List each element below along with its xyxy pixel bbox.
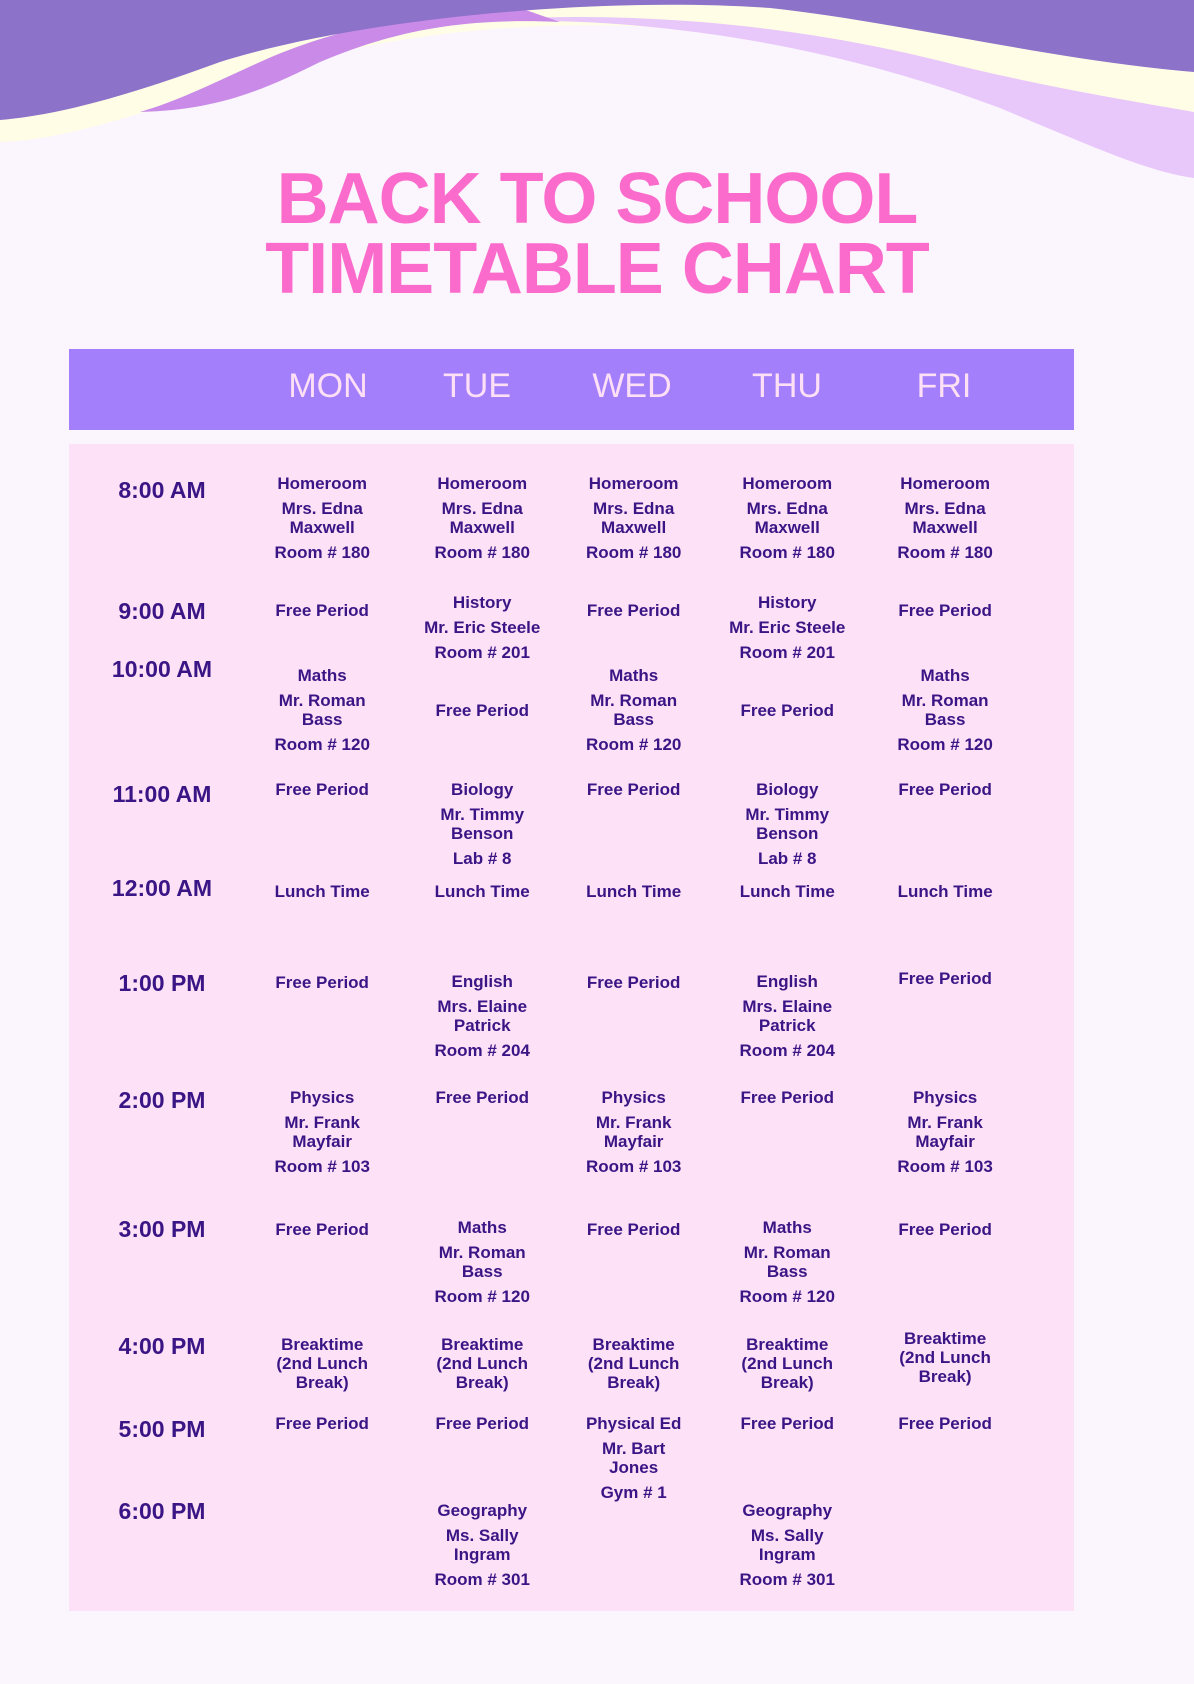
page-title-line-1: BACK TO SCHOOL	[276, 159, 918, 239]
room-label: Room # 201	[434, 642, 530, 662]
timetable-cell-thu	[702, 1088, 872, 1107]
subject: Maths	[762, 1217, 812, 1237]
room-label: Room # 103	[274, 1156, 370, 1176]
room-label: Room # 204	[739, 1040, 835, 1060]
room-label: Room # 180	[739, 543, 835, 563]
teacher-name	[702, 499, 872, 537]
subject: Free Period	[898, 1414, 992, 1434]
day-header-tue: TUE	[443, 367, 511, 405]
teacher-name	[397, 805, 567, 843]
teacher-name-line: Benson	[756, 824, 819, 844]
teacher-name-line: Mr. Frank	[284, 1112, 360, 1132]
teacher-name-line: Jones	[609, 1458, 659, 1478]
room-label: Room # 180	[897, 543, 993, 563]
subject: Homeroom	[437, 474, 528, 494]
teacher-name	[702, 1526, 872, 1564]
timetable-cell-tue	[397, 701, 567, 720]
subject: Lunch Time	[739, 882, 835, 902]
subject: Free Period	[275, 601, 369, 621]
teacher-name-line: Ingram	[453, 1545, 511, 1565]
room-label: Room # 120	[897, 734, 993, 754]
subject: Breaktime (2nd Lunch Break)	[587, 1334, 680, 1392]
room-label: Gym # 1	[600, 1483, 667, 1503]
time-label: 9:00 AM	[118, 598, 206, 625]
subject: Breaktime (2nd Lunch Break)	[741, 1334, 834, 1392]
subject: Free Period	[898, 969, 992, 989]
teacher-name-line: Maxwell	[601, 518, 667, 538]
subject: Homeroom	[588, 474, 679, 494]
subject: Free Period	[586, 972, 681, 992]
teacher-name-line: Ingram	[758, 1545, 816, 1565]
day-header-wed: WED	[592, 367, 672, 405]
timetable-cell-mon	[237, 1414, 407, 1433]
time-label: 6:00 PM	[118, 1498, 206, 1525]
subject: Free Period	[898, 1219, 992, 1239]
teacher-name	[549, 499, 719, 537]
timetable-cell-fri	[860, 1220, 1030, 1239]
time-label: 2:00 PM	[118, 1086, 206, 1113]
room-label: Room # 301	[434, 1570, 530, 1590]
timetable-cell-thu	[702, 1414, 872, 1433]
teacher-name-line: Bass	[301, 709, 343, 729]
teacher-name	[860, 499, 1030, 537]
timetable-cell-mon	[237, 601, 407, 620]
subject: English	[756, 971, 818, 991]
timetable-cell-fri	[885, 1329, 1005, 1386]
room-label: Room # 103	[585, 1156, 682, 1176]
day-header-thu: THU	[752, 367, 822, 405]
timetable-cell-mon	[237, 973, 407, 992]
teacher-name-line: Mr. Roman	[438, 1242, 526, 1262]
timetable-cell-wed	[549, 973, 719, 992]
teacher-name-line: Bass	[766, 1261, 808, 1281]
timetable-cell-wed	[549, 474, 719, 562]
teacher-name	[237, 691, 407, 729]
teacher-name-line: Mrs. Edna	[904, 499, 986, 519]
timetable-cell-tue	[397, 882, 567, 901]
time-label: 12:00 AM	[111, 875, 213, 902]
room-label: Room # 120	[739, 1286, 835, 1306]
teacher-name-line: Mr. Eric Steele	[729, 617, 846, 637]
subject: History	[757, 592, 817, 612]
subject: Maths	[920, 665, 970, 685]
teacher-name	[397, 618, 567, 637]
timetable-cell-tue	[397, 1218, 567, 1306]
timetable-cell-mon	[237, 1088, 407, 1176]
subject: Geography	[437, 1501, 528, 1521]
timetable-cell-tue	[397, 474, 567, 562]
subject: Biology	[756, 780, 819, 800]
subject: Homeroom	[900, 474, 990, 494]
timetable-cell-thu	[702, 882, 872, 901]
timetable-cell-fri	[860, 882, 1030, 901]
teacher-name-line: Mrs. Elaine	[742, 996, 833, 1016]
subject: Lunch Time	[434, 882, 530, 902]
timetable-cell-wed	[574, 1335, 694, 1392]
subject: English	[451, 971, 513, 991]
room-label: Lab # 8	[452, 849, 512, 869]
teacher-name	[702, 1243, 872, 1281]
timetable-cell-wed	[549, 780, 719, 799]
timetable-cell-fri	[860, 1088, 1030, 1176]
teacher-name-line: Mr. Bart	[602, 1439, 666, 1459]
subject: Physical Ed	[585, 1414, 682, 1434]
subject: Free Period	[586, 601, 681, 621]
timetable-cell-fri	[860, 780, 1030, 799]
time-label: 4:00 PM	[118, 1332, 206, 1359]
subject: Lunch Time	[897, 882, 993, 902]
room-label: Room # 120	[274, 734, 370, 754]
time-label: 10:00 AM	[111, 656, 213, 683]
timetable-cell-mon	[237, 666, 407, 754]
room-label: Room # 301	[739, 1570, 835, 1590]
teacher-name-line: Mrs. Elaine	[437, 996, 528, 1016]
teacher-name	[397, 997, 567, 1035]
timetable-cell-fri	[860, 666, 1030, 754]
teacher-name-line: Benson	[451, 824, 514, 844]
time-label: 3:00 PM	[118, 1215, 206, 1242]
subject: Free Period	[275, 972, 369, 992]
subject: Free Period	[586, 780, 681, 800]
teacher-name-line: Mr. Roman	[278, 690, 366, 710]
room-label: Room # 120	[434, 1286, 530, 1306]
day-header-fri: FRI	[916, 367, 972, 405]
subject: Free Period	[898, 601, 992, 621]
teacher-name-line: Mrs. Edna	[281, 499, 363, 519]
timetable-cell-tue	[397, 972, 567, 1060]
subject: Free Period	[740, 1414, 834, 1434]
teacher-name-line: Patrick	[453, 1015, 511, 1035]
teacher-name	[237, 499, 407, 537]
teacher-name-line: Mayfair	[292, 1131, 352, 1151]
teacher-name-line: Ms. Sally	[445, 1526, 519, 1546]
teacher-name	[549, 1439, 719, 1477]
teacher-name-line: Mr. Roman	[901, 690, 989, 710]
subject: Free Period	[740, 1087, 834, 1107]
subject: Free Period	[740, 700, 834, 720]
time-label: 5:00 PM	[118, 1416, 206, 1443]
timetable-cell-wed	[549, 666, 719, 754]
teacher-name	[860, 691, 1030, 729]
subject: Geography	[742, 1501, 833, 1521]
timetable-cell-mon	[237, 780, 407, 799]
teacher-name	[860, 1113, 1030, 1151]
room-label: Room # 204	[434, 1040, 530, 1060]
timetable-cell-wed	[549, 1220, 719, 1239]
teacher-name-line: Patrick	[758, 1015, 816, 1035]
teacher-name	[549, 1113, 719, 1151]
timetable-cell-wed	[549, 882, 719, 901]
timetable-cell-wed	[549, 1414, 719, 1502]
subject: Physics	[912, 1087, 978, 1107]
subject: Free Period	[275, 1414, 369, 1434]
subject: Free Period	[275, 780, 369, 800]
timetable-cell-tue	[397, 1414, 567, 1433]
subject: Lunch Time	[586, 882, 682, 902]
timetable-cell-mon	[237, 882, 407, 901]
teacher-name-line: Maxwell	[449, 518, 515, 538]
room-label: Room # 180	[274, 543, 370, 563]
teacher-name-line: Bass	[924, 709, 966, 729]
timetable-cell-fri	[860, 474, 1030, 562]
teacher-name-line: Maxwell	[289, 518, 355, 538]
timetable-cell-mon	[237, 1220, 407, 1239]
timetable-cell-tue	[397, 1088, 567, 1107]
timetable-cell-wed	[549, 1088, 719, 1176]
room-label: Room # 120	[585, 734, 682, 754]
time-label: 8:00 AM	[118, 476, 206, 503]
timetable-cell-thu	[702, 593, 872, 662]
teacher-name-line: Mayfair	[603, 1131, 664, 1151]
teacher-name-line: Mr. Eric Steele	[424, 617, 541, 637]
teacher-name-line: Mrs. Edna	[593, 499, 675, 519]
timetable-cell-thu	[702, 474, 872, 562]
teacher-name-line: Mr. Frank	[907, 1112, 983, 1132]
timetable-cell-thu	[702, 701, 872, 720]
teacher-name-line: Mr. Timmy	[440, 805, 525, 825]
timetable-cell-thu	[702, 1218, 872, 1306]
teacher-name-line: Mr. Roman	[743, 1242, 831, 1262]
room-label: Room # 103	[897, 1156, 993, 1176]
subject: Biology	[451, 780, 514, 800]
subject: Breaktime (2nd Lunch Break)	[276, 1334, 368, 1392]
subject: Homeroom	[742, 474, 833, 494]
subject: Lunch Time	[274, 882, 370, 902]
subject: Homeroom	[277, 474, 368, 494]
timetable-cell-tue	[397, 1501, 567, 1589]
subject: Free Period	[586, 1219, 681, 1239]
teacher-name-line: Mr. Timmy	[745, 805, 830, 825]
timetable-cell-wed	[549, 601, 719, 620]
teacher-name-line: Bass	[461, 1261, 503, 1281]
subject: Physics	[290, 1087, 355, 1107]
timetable-cell-tue	[422, 1335, 542, 1392]
subject: Maths	[609, 665, 659, 685]
subject: Free Period	[898, 780, 992, 800]
teacher-name	[237, 1113, 407, 1151]
subject: Free Period	[435, 1414, 529, 1434]
teacher-name	[397, 499, 567, 537]
room-label: Lab # 8	[757, 849, 817, 869]
timetable-cell-tue	[397, 593, 567, 662]
timetable-cell-thu	[727, 1335, 847, 1392]
time-label: 1:00 PM	[118, 969, 206, 996]
day-header-mon: MON	[288, 367, 368, 405]
teacher-name	[397, 1243, 567, 1281]
teacher-name	[702, 805, 872, 843]
timetable-cell-tue	[397, 780, 567, 868]
subject: Free Period	[435, 700, 529, 720]
time-label: 11:00 AM	[112, 780, 212, 807]
room-label: Room # 201	[739, 642, 835, 662]
teacher-name-line: Bass	[613, 709, 654, 729]
timetable-cell-thu	[702, 1501, 872, 1589]
room-label: Room # 180	[585, 543, 682, 563]
timetable-cell-fri	[860, 969, 1030, 988]
subject: Physics	[601, 1087, 666, 1107]
teacher-name-line: Mr. Frank	[595, 1112, 672, 1132]
subject: Maths	[297, 665, 347, 685]
subject: Breaktime (2nd Lunch Break)	[436, 1334, 529, 1392]
room-label: Room # 180	[434, 543, 530, 563]
teacher-name	[702, 997, 872, 1035]
subject: History	[452, 592, 512, 612]
teacher-name-line: Mrs. Edna	[441, 499, 523, 519]
teacher-name-line: Maxwell	[754, 518, 820, 538]
timetable-cell-fri	[860, 1414, 1030, 1433]
teacher-name-line: Mayfair	[915, 1131, 975, 1151]
teacher-name-line: Mrs. Edna	[746, 499, 828, 519]
teacher-name-line: Maxwell	[912, 518, 978, 538]
page-title-line-2: TIMETABLE CHART	[265, 229, 929, 309]
teacher-name	[397, 1526, 567, 1564]
timetable-cell-thu	[702, 780, 872, 868]
subject: Free Period	[435, 1087, 529, 1107]
teacher-name	[549, 691, 719, 729]
teacher-name-line: Ms. Sally	[750, 1526, 824, 1546]
subject: Maths	[457, 1217, 507, 1237]
timetable-cell-fri	[860, 601, 1030, 620]
timetable-cell-mon	[237, 474, 407, 562]
teacher-name	[702, 618, 872, 637]
timetable-cell-mon	[262, 1335, 382, 1392]
teacher-name-line: Mr. Roman	[590, 690, 678, 710]
subject: Free Period	[275, 1219, 369, 1239]
subject: Breaktime (2nd Lunch Break)	[899, 1329, 991, 1387]
timetable-cell-thu	[702, 972, 872, 1060]
